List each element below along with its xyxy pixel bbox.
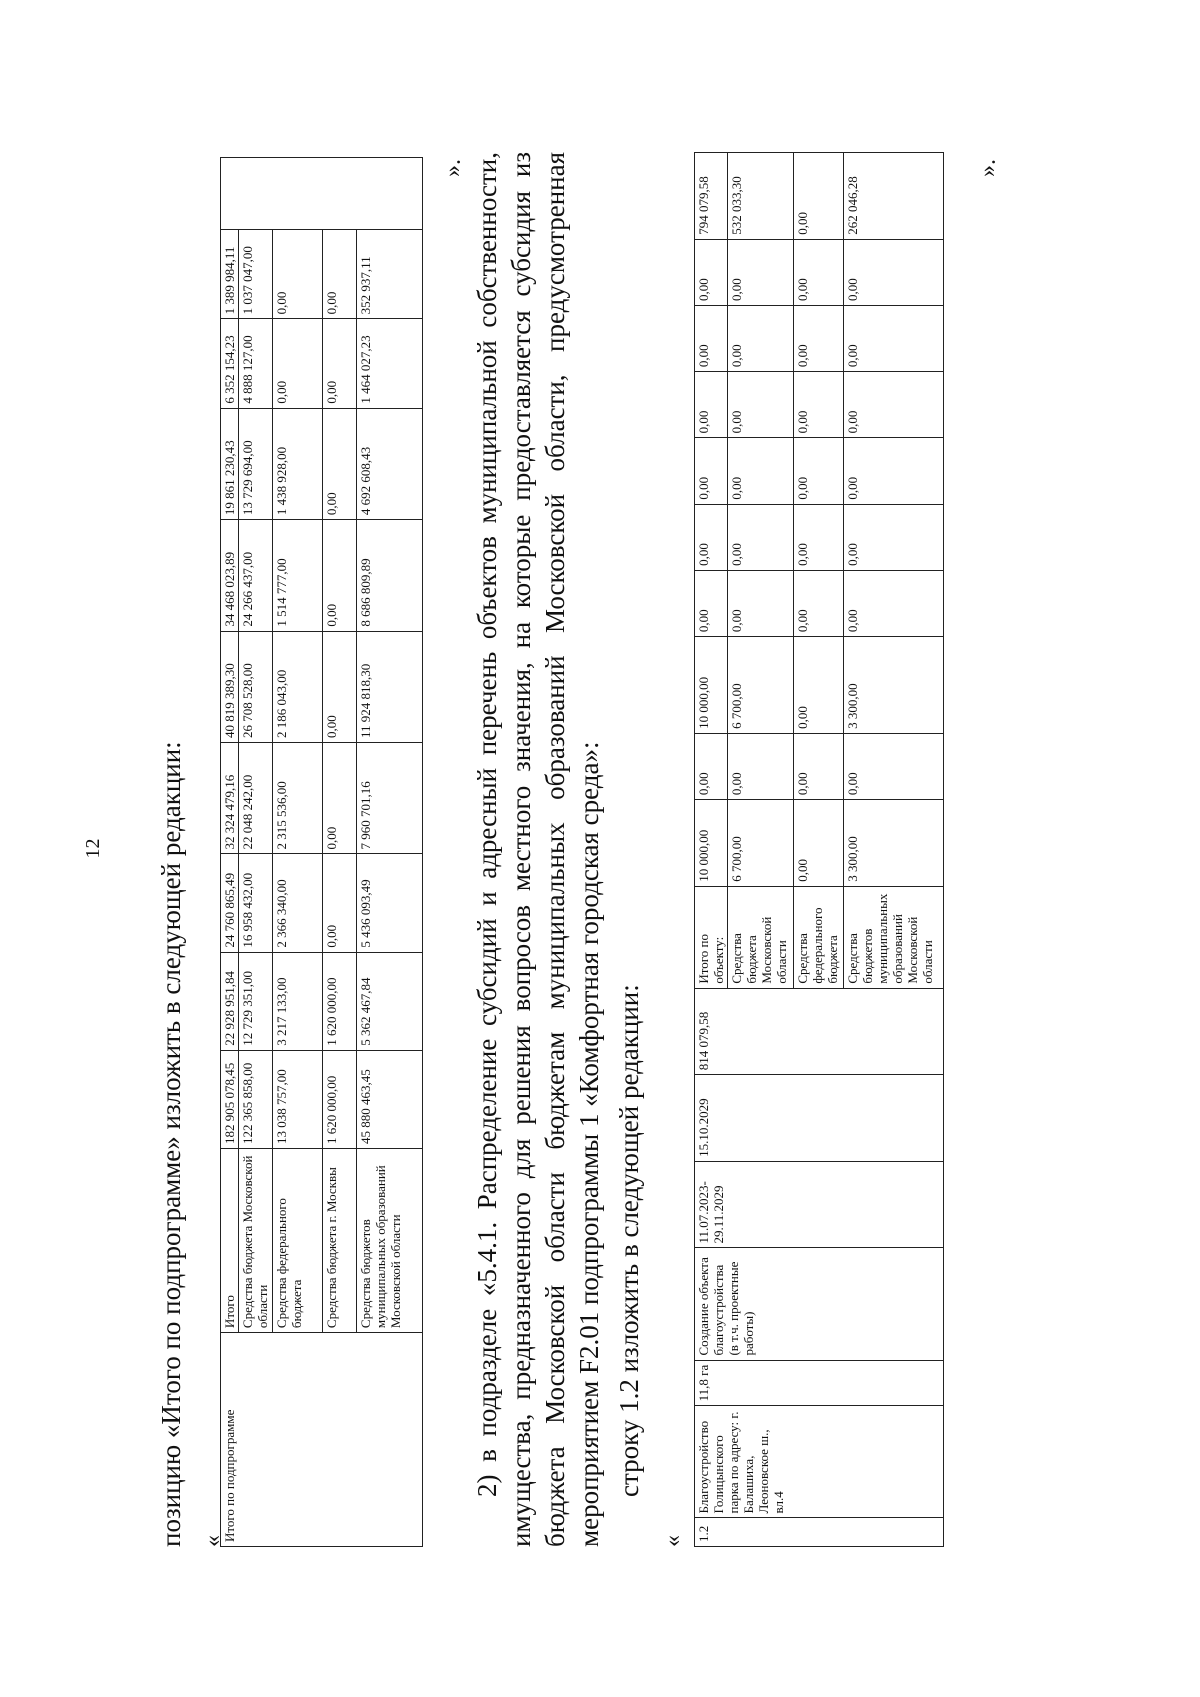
cell: 24 760 865,49 bbox=[221, 854, 239, 952]
cell: 0,00 bbox=[728, 438, 794, 504]
subprogram-total-table bbox=[220, 157, 423, 1547]
cell: 0,00 bbox=[695, 570, 728, 636]
cell: 0,00 bbox=[794, 637, 844, 734]
cell: 1 438 928,00 bbox=[273, 408, 323, 519]
cell: 13 729 694,00 bbox=[239, 408, 273, 519]
cell: 45 880 463,45 bbox=[357, 1050, 423, 1148]
cell: 26 708 528,00 bbox=[239, 631, 273, 742]
cell: 7 960 701,16 bbox=[357, 743, 423, 854]
cell: 8 686 809,89 bbox=[357, 520, 423, 631]
cell: 0,00 bbox=[794, 239, 844, 305]
cell: 6 700,00 bbox=[728, 800, 794, 887]
cell: 1 037 047,00 bbox=[239, 230, 273, 319]
cell: 0,00 bbox=[323, 854, 357, 952]
table-row bbox=[221, 158, 239, 1547]
cell: 3 300,00 bbox=[844, 637, 944, 734]
cell: 0,00 bbox=[695, 239, 728, 305]
cell: 22 048 242,00 bbox=[239, 743, 273, 854]
cell: 0,00 bbox=[794, 438, 844, 504]
cell: 1 620 000,00 bbox=[323, 1050, 357, 1148]
cell: 0,00 bbox=[794, 153, 844, 240]
cell: 0,00 bbox=[844, 438, 944, 504]
cell: 0,00 bbox=[844, 733, 944, 799]
cell: 0,00 bbox=[794, 800, 844, 887]
paragraph-2: 2) в подразделе «5.4.1. Распределение субсидий и адресный перечень объектов муниципальной собственности, имущества, предназначенного для решения вопросов местного значения, на которые предоставляется субсидия из бюджета Московской области бюджетам муниципальных образований Московской области, предусмотренная мероприятием F2.01 подпрограммы 1 «Комфортная городская среда»: bbox=[472, 152, 604, 1547]
open-quote: « bbox=[200, 1535, 226, 1547]
cell: 0,00 bbox=[728, 733, 794, 799]
cell: 0,00 bbox=[273, 230, 323, 319]
cell: 1 389 984,11 bbox=[221, 230, 239, 319]
cell: 0,00 bbox=[695, 372, 728, 438]
cell: 0,00 bbox=[728, 570, 794, 636]
empty-cell bbox=[221, 158, 423, 230]
cell: 0,00 bbox=[323, 631, 357, 742]
cell: 0,00 bbox=[695, 438, 728, 504]
cell: Средства бюджетов муниципальных образований Московской области bbox=[844, 886, 944, 988]
cell: 1 514 777,00 bbox=[273, 520, 323, 631]
row-number: 1.2 bbox=[695, 1518, 944, 1547]
intro-line: позицию «Итого по подпрограмме» изложить в следующей редакции: bbox=[156, 741, 186, 1547]
cell: 1 464 027,23 bbox=[357, 319, 423, 408]
open-quote-2: « bbox=[660, 1535, 686, 1547]
cell: 6 352 154,23 bbox=[221, 319, 239, 408]
cell: 0,00 bbox=[695, 305, 728, 371]
cell: 0,00 bbox=[728, 504, 794, 570]
cell: 0,00 bbox=[323, 230, 357, 319]
cell: 3 300,00 bbox=[844, 800, 944, 887]
cell: 5 362 467,84 bbox=[357, 952, 423, 1050]
cell: 0,00 bbox=[728, 239, 794, 305]
cell: 0,00 bbox=[794, 372, 844, 438]
cell: 0,00 bbox=[794, 504, 844, 570]
object-row-table bbox=[694, 152, 944, 1547]
cell: 0,00 bbox=[323, 520, 357, 631]
cell: 0,00 bbox=[844, 239, 944, 305]
cell: 0,00 bbox=[695, 733, 728, 799]
cell: 13 038 757,00 bbox=[273, 1050, 323, 1148]
page-number: 12 bbox=[82, 838, 104, 859]
line-3: строку 1.2 изложить в следующей редакции: bbox=[614, 984, 644, 1497]
cell: 794 079,58 bbox=[695, 153, 728, 240]
cell: 6 700,00 bbox=[728, 637, 794, 734]
cell: 0,00 bbox=[728, 305, 794, 371]
cell: 182 905 078,45 bbox=[221, 1050, 239, 1148]
cell: 34 468 023,89 bbox=[221, 520, 239, 631]
cell: 11 924 818,30 bbox=[357, 631, 423, 742]
cell: 0,00 bbox=[695, 504, 728, 570]
cell: 0,00 bbox=[794, 733, 844, 799]
row-label: Итого по подпрограмме bbox=[221, 1333, 423, 1547]
cell: 0,00 bbox=[323, 743, 357, 854]
cell: 0,00 bbox=[273, 319, 323, 408]
cell: 12 729 351,00 bbox=[239, 952, 273, 1050]
cell: 10 000,00 bbox=[695, 800, 728, 887]
cell: Итого bbox=[221, 1148, 239, 1332]
cell: 10 000,00 bbox=[695, 637, 728, 734]
cell: 24 266 437,00 bbox=[239, 520, 273, 631]
table-row bbox=[695, 153, 728, 1547]
cell: 122 365 858,00 bbox=[239, 1050, 273, 1148]
cell: 0,00 bbox=[728, 372, 794, 438]
cell: Средства бюджетов муниципальных образований Московской области bbox=[357, 1148, 423, 1332]
cell: 40 819 389,30 bbox=[221, 631, 239, 742]
object-name: Благоустройство Голицынского парка по адресу: г. Балашиха, Леоновское ш., вл.4 bbox=[695, 1406, 944, 1518]
cell: 0,00 bbox=[844, 504, 944, 570]
cell: 3 217 133,00 bbox=[273, 952, 323, 1050]
cell: 0,00 bbox=[844, 372, 944, 438]
cell: 0,00 bbox=[794, 305, 844, 371]
cell: 2 366 340,00 bbox=[273, 854, 323, 952]
cell: 352 937,11 bbox=[357, 230, 423, 319]
cell: 0,00 bbox=[844, 305, 944, 371]
cell: 19 861 230,43 bbox=[221, 408, 239, 519]
cell: 22 928 951,84 bbox=[221, 952, 239, 1050]
cell: 4 692 608,43 bbox=[357, 408, 423, 519]
cell: 2 315 536,00 bbox=[273, 743, 323, 854]
object-cost: 814 079,58 bbox=[695, 988, 944, 1075]
cell: Средства бюджета г. Москвы bbox=[323, 1148, 357, 1332]
cell: 16 958 432,00 bbox=[239, 854, 273, 952]
cell: Средства федерального бюджета bbox=[794, 886, 844, 988]
cell: Средства бюджета Московской области bbox=[239, 1148, 273, 1332]
cell: 32 324 479,16 bbox=[221, 743, 239, 854]
cell: 2 186 043,00 bbox=[273, 631, 323, 742]
close-quote-2: ». bbox=[975, 159, 1001, 177]
cell: 0,00 bbox=[844, 570, 944, 636]
cell: Средства бюджета Московской области bbox=[728, 886, 794, 988]
cell: 5 436 093,49 bbox=[357, 854, 423, 952]
work-period: 11.07.2023-29.11.2029 bbox=[695, 1161, 944, 1248]
cell: Средства федерального бюджета bbox=[273, 1148, 323, 1332]
close-quote: ». bbox=[440, 159, 466, 177]
cell: 532 033,30 bbox=[728, 153, 794, 240]
cell: 0,00 bbox=[794, 570, 844, 636]
work-type: Создание объекта благоустройства (в т.ч. проектные работы) bbox=[695, 1248, 944, 1360]
cell: Итого по объекту: bbox=[695, 886, 728, 988]
cell: 262 046,28 bbox=[844, 153, 944, 240]
cell: 1 620 000,00 bbox=[323, 952, 357, 1050]
cell: 4 888 127,00 bbox=[239, 319, 273, 408]
cell: 0,00 bbox=[323, 408, 357, 519]
object-area: 11,8 га bbox=[695, 1360, 944, 1406]
cell: 0,00 bbox=[323, 319, 357, 408]
completion-date: 15.10.2029 bbox=[695, 1075, 944, 1162]
